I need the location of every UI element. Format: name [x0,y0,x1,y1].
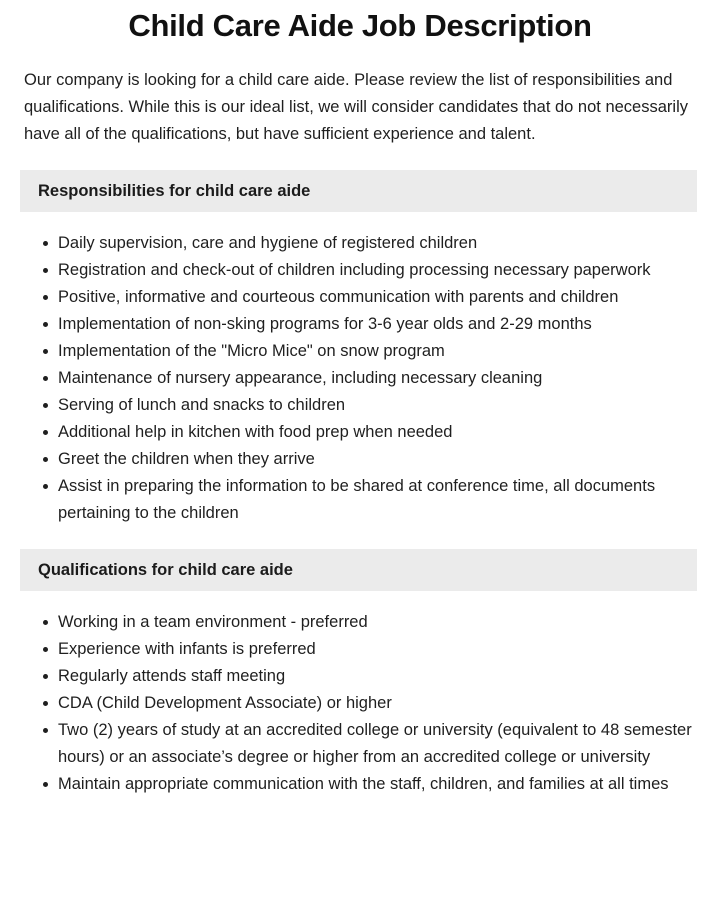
list-item: Registration and check-out of children including processing necessary paperwork [58,257,696,284]
list-item: Working in a team environment - preferred [58,609,696,636]
list-item: Maintenance of nursery appearance, including necessary cleaning [58,365,696,392]
qualifications-section-header [20,549,697,591]
list-item: Experience with infants is preferred [58,636,696,663]
list-item: Daily supervision, care and hygiene of registered children [58,230,696,257]
responsibilities-section-header [20,170,697,212]
list-item: Regularly attends staff meeting [58,663,696,690]
intro-paragraph: Our company is looking for a child care aide. Please review the list of responsibilities and qualifications. While this is our ideal list, we will consider candidates that do not necessarily have all of the qualifications, but have sufficient experience and talent. [24,71,688,143]
list-item: Maintain appropriate communication with the staff, children, and families at all times [58,771,696,798]
qualifications-heading-label: Qualifications for child care aide [38,561,293,579]
responsibilities-list [0,212,720,527]
list-item: Additional help in kitchen with food prep when needed [58,419,696,446]
qualifications-list [0,591,720,798]
list-item: Serving of lunch and snacks to children [58,392,696,419]
list-item: Positive, informative and courteous communication with parents and children [58,284,696,311]
page-title: Child Care Aide Job Description [128,8,592,43]
list-item: Implementation of the "Micro Mice" on snow program [58,338,696,365]
list-item: Implementation of non-sking programs for 3-6 year olds and 2-29 months [58,311,696,338]
list-item: Two (2) years of study at an accredited college or university (equivalent to 48 semester hours) or an associate’s degree or higher from an accredited college or university [58,717,696,771]
responsibilities-heading-label: Responsibilities for child care aide [38,182,311,200]
list-item: CDA (Child Development Associate) or higher [58,690,696,717]
list-item: Assist in preparing the information to be shared at conference time, all documents pertaining to the children [58,473,696,527]
list-item: Greet the children when they arrive [58,446,696,473]
